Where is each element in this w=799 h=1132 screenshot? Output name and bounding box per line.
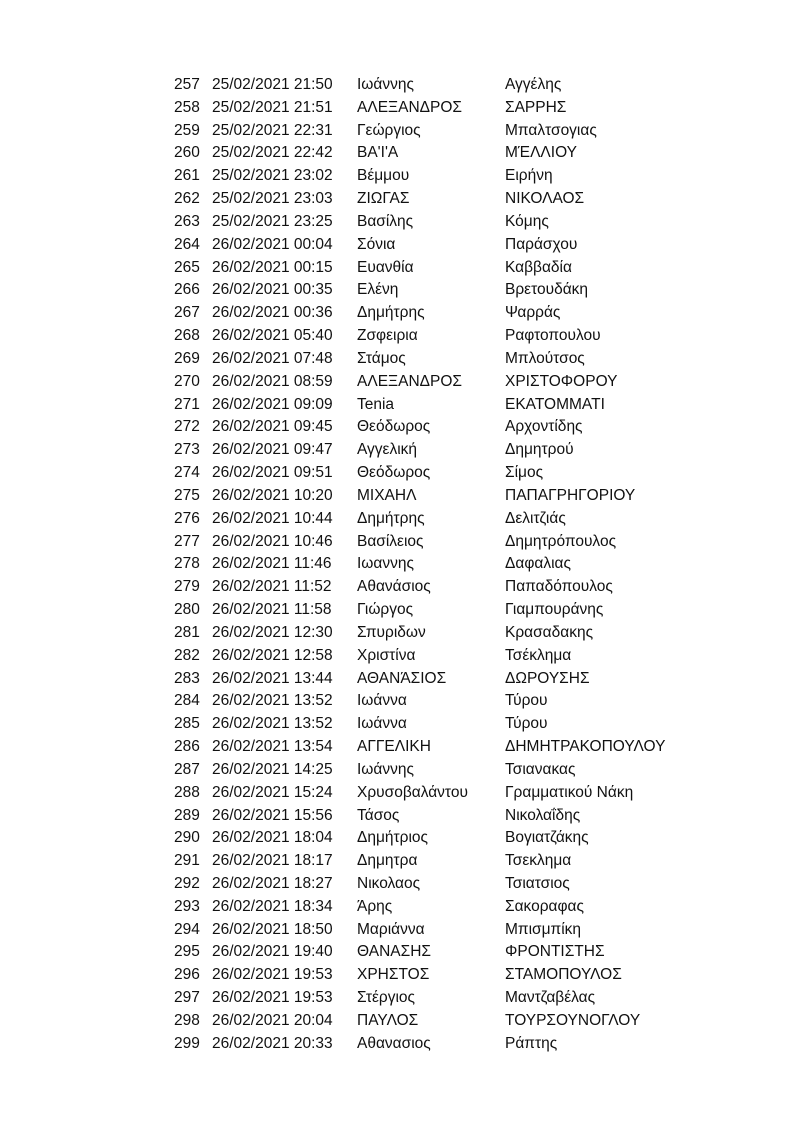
record-number: 277 [174, 532, 200, 550]
record-last-name: ΜΈΛΛΙΟΥ [505, 144, 577, 162]
record-last-name: Καββαδία [505, 258, 572, 276]
record-last-name: ΣΤΑΜΟΠΟΥΛΟΣ [505, 966, 622, 984]
record-first-name: Ιωάννης [357, 76, 414, 93]
record-last-name: Σίμος [505, 464, 544, 482]
record-datetime: 25/02/2021 22:42 [212, 144, 333, 162]
record-first-name: ΑΛΕΞΑΝΔΡΟΣ [357, 372, 462, 390]
record-number: 290 [174, 829, 200, 847]
record-number: 260 [174, 144, 200, 162]
record-datetime: 26/02/2021 19:40 [212, 943, 333, 961]
record-first-name: Νικολαος [357, 874, 421, 892]
record-number: 269 [174, 349, 200, 367]
record-first-name: ΑΓΓΕΛΙΚΗ [357, 738, 431, 756]
table-row [0, 97, 799, 120]
record-datetime: 26/02/2021 15:24 [212, 783, 333, 801]
record-datetime: 26/02/2021 08:59 [212, 372, 333, 390]
record-datetime: 26/02/2021 20:33 [212, 1034, 333, 1052]
table-row [0, 439, 799, 462]
record-number: 275 [174, 486, 200, 504]
record-datetime: 25/02/2021 23:25 [212, 212, 333, 230]
table-row [0, 531, 799, 554]
record-first-name: Μαριάννα [357, 920, 425, 938]
record-last-name: Αρχοντίδης [505, 418, 583, 436]
table-row [0, 279, 799, 302]
record-first-name: Δημήτριος [357, 829, 428, 847]
record-number: 289 [174, 806, 200, 824]
records-table [0, 74, 799, 1056]
record-number: 298 [174, 1011, 200, 1029]
record-last-name: Νικολαΐδης [505, 806, 581, 824]
record-number: 297 [174, 989, 200, 1007]
record-datetime: 26/02/2021 13:44 [212, 669, 333, 687]
table-row [0, 873, 799, 896]
record-datetime: 26/02/2021 18:50 [212, 920, 333, 938]
record-first-name: Θεόδωρος [357, 464, 431, 482]
record-datetime: 26/02/2021 18:34 [212, 897, 333, 915]
record-last-name: Δημητρόπουλος [505, 532, 617, 550]
record-first-name: Ευανθία [357, 258, 414, 276]
table-row [0, 188, 799, 211]
record-first-name: Ιωαννης [357, 555, 414, 573]
record-number: 262 [174, 190, 200, 208]
record-first-name: Βασίλειος [357, 532, 424, 550]
record-last-name: Δημητρού [505, 441, 574, 459]
table-row [0, 713, 799, 736]
record-datetime: 26/02/2021 10:20 [212, 486, 333, 504]
record-datetime: 26/02/2021 09:51 [212, 464, 333, 482]
record-first-name: Σόνια [357, 235, 396, 253]
record-number: 292 [174, 874, 200, 892]
record-first-name: ΜΙΧΑΗΛ [357, 486, 417, 504]
record-number: 273 [174, 441, 200, 459]
record-number: 267 [174, 304, 200, 322]
record-first-name: Τάσος [357, 806, 400, 824]
record-number: 265 [174, 258, 200, 276]
record-number: 286 [174, 738, 200, 756]
table-row [0, 850, 799, 873]
record-number: 258 [174, 98, 200, 116]
record-first-name: Tenia [357, 395, 395, 413]
record-number: 266 [174, 281, 200, 299]
record-last-name: Γιαμπουράνης [505, 601, 604, 619]
record-number: 288 [174, 783, 200, 801]
record-datetime: 26/02/2021 09:45 [212, 418, 333, 436]
record-number: 285 [174, 715, 200, 733]
record-last-name: Κόμης [505, 212, 549, 230]
record-first-name: Αγγελική [357, 441, 418, 459]
record-number: 263 [174, 212, 200, 230]
record-number: 276 [174, 509, 200, 527]
record-number: 259 [174, 121, 200, 139]
record-first-name: Γεώργιος [357, 121, 421, 139]
record-datetime: 26/02/2021 11:58 [212, 601, 332, 619]
record-datetime: 26/02/2021 20:04 [212, 1011, 333, 1029]
record-first-name: Δημητρα [357, 852, 418, 870]
record-datetime: 26/02/2021 00:35 [212, 281, 333, 299]
record-first-name: Ιωάννα [357, 715, 407, 733]
record-last-name: Ράπτης [505, 1034, 558, 1052]
table-row [0, 690, 799, 713]
record-number: 291 [174, 852, 200, 870]
record-first-name: Ιωάννης [357, 760, 414, 778]
table-row [0, 645, 799, 668]
record-last-name: Ειρήνη [505, 167, 553, 185]
record-datetime: 26/02/2021 00:04 [212, 235, 333, 253]
record-last-name: ΠΑΠΑΓΡΗΓΟΡΙΟΥ [505, 486, 636, 504]
record-datetime: 25/02/2021 23:02 [212, 167, 333, 185]
record-datetime: 26/02/2021 15:56 [212, 806, 333, 824]
record-first-name: Ζσφειρια [357, 327, 418, 345]
record-number: 281 [174, 623, 200, 641]
record-last-name: ΦΡΟΝΤΙΣΤΗΣ [505, 943, 605, 961]
record-number: 278 [174, 555, 200, 573]
record-number: 283 [174, 669, 200, 687]
record-number: 264 [174, 235, 200, 253]
table-row [0, 919, 799, 942]
table-row [0, 964, 799, 987]
record-datetime: 26/02/2021 13:52 [212, 715, 333, 733]
record-first-name: Ελένη [357, 281, 399, 299]
record-number: 293 [174, 897, 200, 915]
record-last-name: Ραφτοπουλου [505, 327, 601, 345]
record-datetime: 26/02/2021 10:44 [212, 509, 333, 527]
table-row [0, 987, 799, 1010]
record-datetime: 25/02/2021 21:50 [212, 76, 333, 93]
record-datetime: 26/02/2021 00:15 [212, 258, 333, 276]
record-datetime: 26/02/2021 10:46 [212, 532, 333, 550]
record-first-name: ΑΘΑΝΆΣΙΟΣ [357, 669, 447, 687]
record-datetime: 26/02/2021 18:04 [212, 829, 333, 847]
record-last-name: Βρετουδάκη [505, 281, 589, 299]
record-number: 280 [174, 601, 200, 619]
record-last-name: Δαφαλιας [505, 555, 571, 573]
record-first-name: Στάμος [357, 349, 406, 367]
record-last-name: Μπαλτσογιας [505, 121, 597, 139]
record-last-name: Παράσχου [505, 235, 578, 253]
record-first-name: Χριστίνα [357, 646, 416, 664]
table-row [0, 1033, 799, 1056]
record-number: 282 [174, 646, 200, 664]
record-last-name: Αγγέλης [505, 76, 562, 93]
record-number: 295 [174, 943, 200, 961]
table-row [0, 1010, 799, 1033]
record-datetime: 26/02/2021 12:58 [212, 646, 333, 664]
record-last-name: Μπισμπίκη [505, 920, 582, 938]
table-row [0, 257, 799, 280]
record-datetime: 25/02/2021 21:51 [212, 98, 333, 116]
record-first-name: Θεόδωρος [357, 418, 431, 436]
table-row [0, 371, 799, 394]
record-first-name: Αθανάσιος [357, 578, 431, 596]
record-datetime: 26/02/2021 13:54 [212, 738, 333, 756]
record-datetime: 25/02/2021 23:03 [212, 190, 333, 208]
table-row [0, 622, 799, 645]
record-datetime: 26/02/2021 11:46 [212, 555, 332, 573]
table-row [0, 234, 799, 257]
record-first-name: Βέμμου [357, 167, 410, 185]
table-row [0, 508, 799, 531]
record-last-name: Μπλούτσος [505, 349, 585, 367]
table-row [0, 394, 799, 417]
record-first-name: ΠΑΥΛΟΣ [357, 1011, 419, 1029]
record-number: 270 [174, 372, 200, 390]
record-number: 279 [174, 578, 200, 596]
record-datetime: 25/02/2021 22:31 [212, 121, 333, 139]
table-row [0, 348, 799, 371]
record-first-name: Αθανασιος [357, 1034, 431, 1052]
record-first-name: Δημήτρης [357, 509, 425, 527]
record-number: 299 [174, 1034, 200, 1052]
record-number: 272 [174, 418, 200, 436]
table-row [0, 941, 799, 964]
table-row [0, 805, 799, 828]
record-last-name: ΣΑΡΡΗΣ [505, 98, 567, 116]
record-number: 257 [174, 76, 200, 93]
record-last-name: ΤΟΥΡΣΟΥΝΟΓΛΟΥ [505, 1011, 641, 1029]
record-first-name: ΘΑΝΑΣΗΣ [357, 943, 432, 961]
table-row [0, 485, 799, 508]
table-row [0, 896, 799, 919]
record-first-name: Σπυριδων [357, 623, 426, 641]
record-last-name: Τύρου [505, 692, 548, 710]
record-number: 294 [174, 920, 200, 938]
record-last-name: Παπαδόπουλος [505, 578, 613, 596]
record-last-name: Τσιατσιος [505, 874, 570, 892]
record-number: 268 [174, 327, 200, 345]
record-datetime: 26/02/2021 12:30 [212, 623, 333, 641]
table-row [0, 120, 799, 143]
record-first-name: ΧΡΗΣΤΟΣ [357, 966, 430, 984]
table-row [0, 599, 799, 622]
record-datetime: 26/02/2021 19:53 [212, 966, 333, 984]
record-last-name: Τσέκλημα [505, 646, 572, 664]
table-row [0, 782, 799, 805]
record-first-name: Χρυσοβαλάντου [357, 783, 468, 801]
record-datetime: 26/02/2021 09:09 [212, 395, 333, 413]
record-first-name: Γιώργος [357, 601, 414, 619]
record-last-name: ΕΚΑΤΟΜΜΑΤΙ [505, 395, 605, 413]
table-row [0, 211, 799, 234]
record-datetime: 26/02/2021 18:17 [212, 852, 333, 870]
record-last-name: Ψαρράς [505, 304, 561, 322]
record-number: 274 [174, 464, 200, 482]
table-row [0, 736, 799, 759]
record-datetime: 26/02/2021 18:27 [212, 874, 333, 892]
record-first-name: Βασίλης [357, 212, 414, 230]
record-datetime: 26/02/2021 05:40 [212, 327, 333, 345]
record-first-name: ΖΙΩΓΑΣ [357, 190, 410, 208]
record-last-name: Τσεκλημα [505, 852, 572, 870]
record-last-name: ΝΙΚΟΛΑΟΣ [505, 190, 585, 208]
table-row [0, 759, 799, 782]
table-row [0, 416, 799, 439]
record-last-name: Κρασαδακης [505, 623, 594, 641]
table-row [0, 142, 799, 165]
record-last-name: Τύρου [505, 715, 548, 733]
record-last-name: Γραμματικού Νάκη [505, 783, 634, 801]
record-first-name: ΒΑ'Ι'Α [357, 144, 399, 162]
table-row [0, 668, 799, 691]
table-row [0, 302, 799, 325]
record-datetime: 26/02/2021 11:52 [212, 578, 332, 596]
record-first-name: Δημήτρης [357, 304, 425, 322]
record-number: 261 [174, 167, 200, 185]
record-datetime: 26/02/2021 13:52 [212, 692, 333, 710]
record-first-name: Ιωάννα [357, 692, 407, 710]
record-number: 296 [174, 966, 200, 984]
record-last-name: Σακοραφας [505, 897, 584, 915]
record-last-name: ΔΩΡΟΥΣΗΣ [505, 669, 590, 687]
record-datetime: 26/02/2021 09:47 [212, 441, 333, 459]
record-number: 271 [174, 395, 200, 413]
record-last-name: Τσιανακας [505, 760, 576, 778]
table-row [0, 165, 799, 188]
record-datetime: 26/02/2021 07:48 [212, 349, 333, 367]
table-row [0, 74, 799, 97]
record-last-name: Δελιτζιάς [505, 509, 566, 527]
table-row [0, 827, 799, 850]
table-row [0, 576, 799, 599]
table-row [0, 325, 799, 348]
record-first-name: Στέργιος [357, 989, 415, 1007]
table-row [0, 553, 799, 576]
record-first-name: ΑΛΕΞΑΝΔΡΟΣ [357, 98, 462, 116]
record-number: 287 [174, 760, 200, 778]
table-row [0, 462, 799, 485]
record-last-name: ΧΡΙΣΤΟΦΟΡΟΥ [505, 372, 618, 390]
record-first-name: Άρης [357, 897, 393, 915]
record-last-name: ΔΗΜΗΤΡΑΚΟΠΟΥΛΟΥ [505, 738, 666, 756]
record-datetime: 26/02/2021 19:53 [212, 989, 333, 1007]
record-number: 284 [174, 692, 200, 710]
record-datetime: 26/02/2021 00:36 [212, 304, 333, 322]
record-last-name: Βογιατζάκης [505, 829, 589, 847]
record-last-name: Μαντζαβέλας [505, 989, 596, 1007]
record-datetime: 26/02/2021 14:25 [212, 760, 333, 778]
